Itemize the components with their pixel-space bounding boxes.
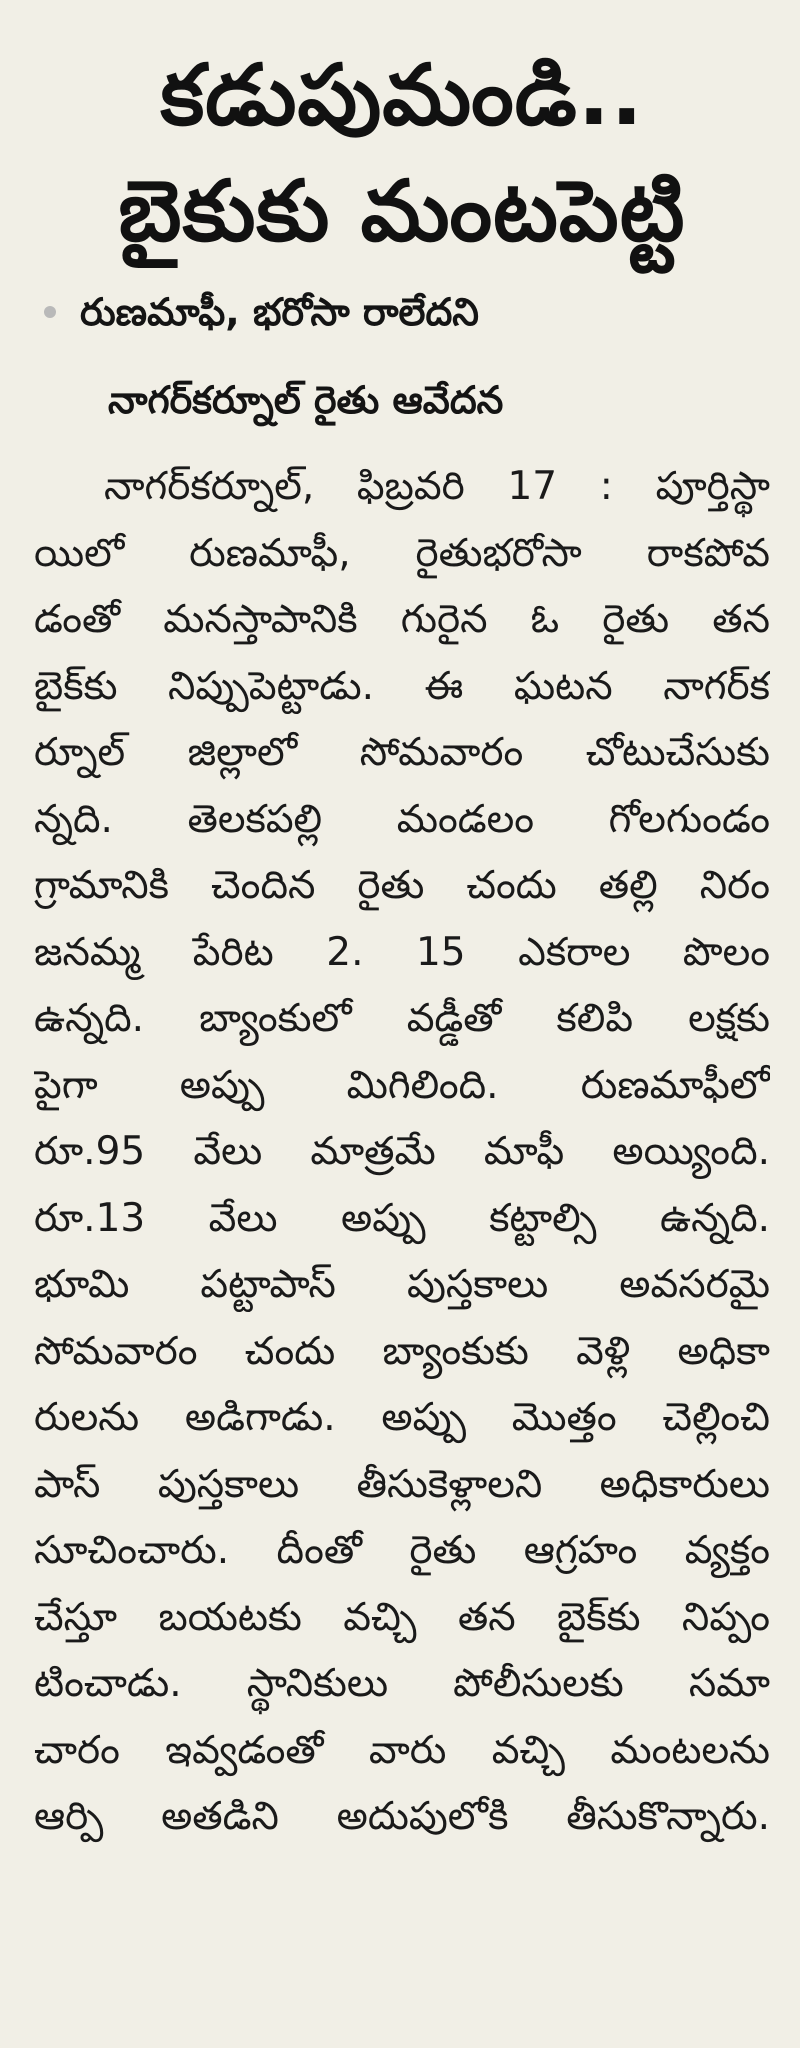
body-line: జనమ్మ పేరిట 2. 15 ఎకరాల పొలం	[34, 929, 770, 975]
body-line: చేస్తూ బయటకు వచ్చి తన బైక్‌కు నిప్పం	[34, 1594, 770, 1640]
bullet-icon	[44, 306, 56, 318]
body-line: పైగా అప్పు మిగిలింది. రుణమాఫీలో	[34, 1062, 770, 1108]
body-line: బైక్‌కు నిప్పుపెట్టాడు. ఈ ఘటన నాగర్‌క	[34, 663, 770, 709]
article-body	[34, 454, 770, 1851]
body-line: డంతో మనస్తాపానికి గురైన ఓ రైతు తన	[34, 597, 770, 642]
body-line: న్నది. తెలకపల్లి మండలం గోలగుండం	[34, 796, 770, 842]
body-line: సోమవారం చందు బ్యాంకుకు వెళ్లి అధికా	[34, 1328, 770, 1374]
body-line: రూ.95 వేలు మాత్రమే మాఫీ అయ్యింది.	[34, 1129, 770, 1174]
body-line: టించాడు. స్థానికులు పోలీసులకు సమా	[34, 1661, 770, 1706]
body-line: చారం ఇవ్వడంతో వారు వచ్చి మంటలను	[34, 1727, 770, 1773]
body-line: రూ.13 వేలు అప్పు కట్టాల్సి ఉన్నది.	[34, 1195, 770, 1241]
body-line: సూచించారు. దీంతో రైతు ఆగ్రహం వ్యక్తం	[34, 1528, 770, 1573]
subhead-line-1: రుణమాఫీ, భరోసా రాలేదని	[80, 290, 479, 334]
headline-line-1: కడుపుమండి..	[160, 46, 644, 144]
headline-line-2: బైకుకు మంటపెట్టి	[118, 162, 686, 260]
body-line: యిలో రుణమాఫీ, రైతుభరోసా రాకపోవ	[34, 530, 770, 576]
body-line: ఉన్నది. బ్యాంకులో వడ్డీతో కలిపి లక్షకు	[34, 996, 770, 1041]
body-line: పాస్ పుస్తకాలు తీసుకెళ్లాలని అధికారులు	[34, 1461, 770, 1507]
subhead-line-2: నాగర్‌కర్నూల్ రైతు ఆవేదన	[108, 378, 504, 422]
body-line: నాగర్‌కర్నూల్, ఫిబ్రవరి 17 : పూర్తిస్థా	[104, 464, 770, 509]
body-line: ఆర్పి అతడిని అదుపులోకి తీసుకొన్నారు.	[34, 1794, 770, 1839]
body-line: భూమి పట్టాపాస్ పుస్తకాలు అవసరమై	[34, 1262, 770, 1307]
body-line: ర్నూల్ జిల్లాలో సోమవారం చోటుచేసుకు	[34, 730, 770, 775]
body-line: రులను అడిగాడు. అప్పు మొత్తం చెల్లించి	[34, 1395, 770, 1440]
body-line: గ్రామానికి చెందిన రైతు చందు తల్లి నిరం	[34, 863, 770, 908]
subhead-row-1	[34, 282, 770, 342]
